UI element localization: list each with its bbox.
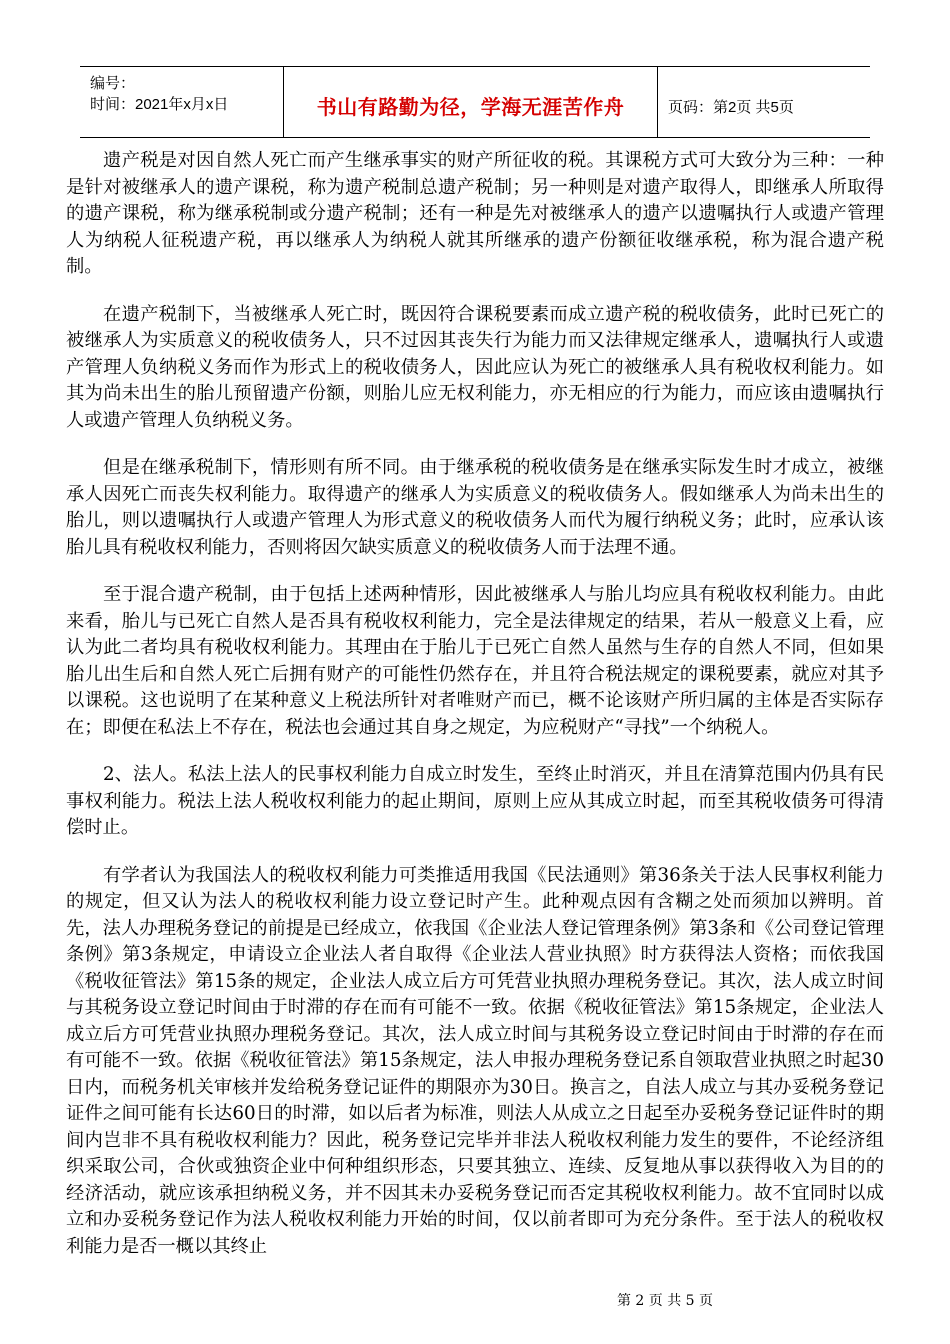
paragraph: 在遗产税制下，当被继承人死亡时，既因符合课税要素而成立遗产税的税收债务，此时已死亡的被继承人为实质意义的税收债务人，只不过因其丧失行为能力而又法律规定继承人，遗嘱执行人或遗产管理人负纳税义务而作为形式上的税收债务人，因此应认为死亡的被继承人具有税收权利能力。如其为尚未出生的胎儿预留遗产份额，则胎儿应无权利能力，亦无相应的行为能力，而应该由遗嘱执行人或遗产管理人负纳税义务。 — [66, 303, 884, 431]
document-date: 时间：2021年x月x日 — [90, 96, 229, 113]
page-footer: 第 2 页 共 5 页 — [616, 1293, 714, 1309]
header-page-info: 页码：第2页 共5页 — [668, 98, 794, 116]
page-header — [80, 66, 870, 138]
paragraph: 至于混合遗产税制，由于包括上述两种情形，因此被继承人与胎儿均应具有税收权利能力。由此来看，胎儿与已死亡自然人是否具有税收权利能力，完全是法律规定的结果，若从一般意义上看，应认为此二者均具有税收权利能力。其理由在于胎儿于已死亡自然人虽然与生存的自然人不同，但如果胎儿出生后和自然人死亡后拥有财产的可能性仍然存在，并且符合税法规定的课税要素，就应对其予以课税。这也说明了在某种意义上税法所针对者唯财产而已，概不论该财产所归属的主体是否实际存在；即便在私法上不存在，税法也会通过其自身之规定，为应税财产“寻找”一个纳税人。 — [66, 584, 884, 738]
document-number-label: 编号： — [90, 75, 136, 92]
paragraph: 有学者认为我国法人的税收权利能力可类推适用我国《民法通则》第36条关于法人民事权利能力的规定，但又认为法人的税收权利能力设立登记时产生。此种观点因有含糊之处而须加以辨明。首先，法人办理税务登记的前提是已经成立，依我国《企业法人登记管理条例》第3条和《公司登记管理条例》第3条规定，申请设立企业法人者自取得《企业法人营业执照》时方获得法人资格；而依我国《税收征管法》第15条的规定，企业法人成立后方可凭营业执照办理税务登记。其次，法人成立时间与其税务设立登记时间由于时滞的存在而有可能不一致。依据《税收征管法》第15条规定，企业法人成立后方可凭营业执照办理税务登记。其次，法人成立时间与其税务设立登记时间由于时滞的存在而有可能不一致。依据《税收征管法》第15条规定，法人申报办理税务登记系自领取营业执照之时起30日内，而税务机关审核并发给税务登记证件的期限亦为30日。换言之，自法人成立与其办妥税务登记证件之间可能有长达60日的时滞，如以后者为标准，则法人从成立之日起至办妥税务登记证件时的期间内岂非不具有税收权利能力？因此，税务登记完毕并非法人税收权利能力发生的要件，不论经济组织采取公司，合伙或独资企业中何种组织形态，只要其独立、连续、反复地从事以获得收入为目的的经济活动，就应该承担纳税义务，并不因其未办妥税务登记而否定其税收权利能力。故不宜同时以成立和办妥税务登记作为法人税收权利能力开始的时间，仅以前者即可为充分条件。至于法人的税收权利能力是否一概以其终止 — [66, 864, 884, 1257]
paragraph: 2、法人。私法上法人的民事权利能力自成立时发生，至终止时消灭，并且在清算范围内仍具有民事权利能力。税法上法人税收权利能力的起止期间，原则上应从其成立时起，而至其税收债务可得清偿时止。 — [66, 764, 884, 838]
paragraph: 遗产税是对因自然人死亡而产生继承事实的财产所征收的税。其课税方式可大致分为三种：一种是针对被继承人的遗产课税，称为遗产税制总遗产税制；另一种则是对遗产取得人，即继承人所取得的遗产课税，称为继承税制或分遗产税制；还有一种是先对被继承人的遗产以遗嘱执行人或遗产管理人为纳税人征税遗产税，再以继承人为纳税人就其所继承的遗产份额征收继承税，称为混合遗产税制。 — [66, 150, 884, 277]
document-body — [66, 148, 884, 1281]
paragraph: 但是在继承税制下，情形则有所不同。由于继承税的税收债务是在继承实际发生时才成立，被继承人因死亡而丧失权利能力。取得遗产的继承人为实质意义的税收债务人。假如继承人为尚未出生的胎儿，则以遗嘱执行人或遗产管理人为形式意义的税收债务人而代为履行纳税义务；此时，应承认该胎儿具有税收权利能力，否则将因欠缺实质意义的税收债务人而于法理不通。 — [66, 457, 884, 558]
header-meta — [80, 67, 284, 137]
header-motto: 书山有路勤为径，学海无涯苦作舟 — [284, 67, 658, 137]
